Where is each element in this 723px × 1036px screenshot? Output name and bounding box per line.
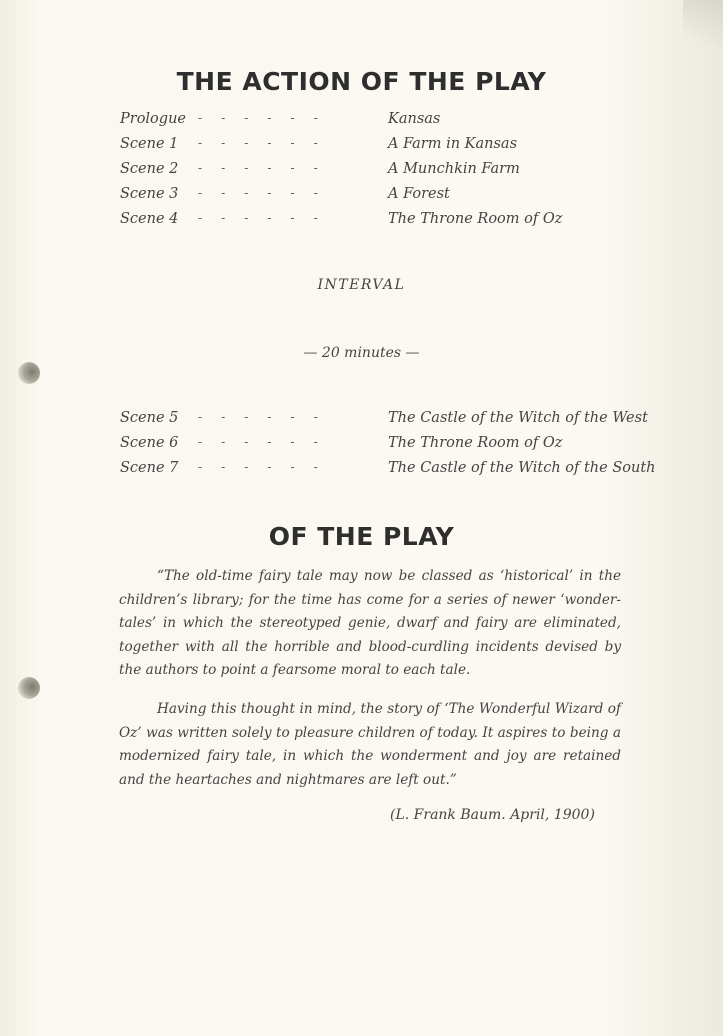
scene-row <box>120 111 640 133</box>
scene-label: Scene 3 <box>120 186 179 202</box>
quote-attribution: (L. Frank Baum. April, 1900) <box>390 807 595 823</box>
dash-leader: - - - - - - <box>198 111 318 125</box>
scene-row <box>120 435 640 457</box>
dash-leader: - - - - - - <box>198 161 318 175</box>
scene-row <box>120 161 640 183</box>
scene-place: A Forest <box>388 186 450 202</box>
scene-label: Scene 4 <box>120 211 179 227</box>
dash-leader: - - - - - - <box>198 211 318 225</box>
interval-label: INTERVAL <box>317 277 406 293</box>
scene-place: The Castle of the Witch of the South <box>388 460 656 476</box>
dash-leader: - - - - - - <box>198 460 318 474</box>
scene-label: Scene 1 <box>120 136 179 152</box>
scene-label: Scene 6 <box>120 435 179 451</box>
binder-hole-bottom <box>18 677 40 699</box>
scene-label: Scene 2 <box>120 161 179 177</box>
of-the-play-heading: OF THE PLAY <box>268 522 455 551</box>
scene-row <box>120 186 640 208</box>
scene-place: A Munchkin Farm <box>388 161 520 177</box>
scene-row <box>120 410 648 432</box>
page-corner-shadow <box>683 0 723 60</box>
dash-leader: - - - - - - <box>198 136 318 150</box>
scene-label: Scene 7 <box>120 460 179 476</box>
interval-duration: — 20 minutes — <box>303 345 420 361</box>
scene-label: Scene 5 <box>120 410 179 426</box>
binder-hole-top <box>18 362 40 384</box>
dash-leader: - - - - - - <box>198 186 318 200</box>
scene-place: Kansas <box>388 111 441 127</box>
scene-place: A Farm in Kansas <box>388 136 518 152</box>
scene-row <box>120 211 640 233</box>
scene-row <box>120 136 640 158</box>
dash-leader: - - - - - - <box>198 410 318 424</box>
quote-paragraph-2: Having this thought in mind, the story of ‘The Wonderful Wizard of Oz’ was written solely to pleasure children of today. It aspires to being a modernized fairy tale, in which the wonderment and joy are retained and the heartaches and nightmares are left out.” <box>119 701 621 788</box>
dash-leader: - - - - - - <box>198 435 318 449</box>
scene-place: The Castle of the Witch of the West <box>388 410 648 426</box>
scene-place: The Throne Room of Oz <box>388 211 563 227</box>
quote-paragraph-1: “The old-time fairy tale may now be classed as ‘historical’ in the children’s library; for the time has come for a series of newer ‘wonder-tales’ in which the stereotyped genie, dwarf and fairy are eliminated, together with all the horrible and blood-curdling incidents devised by the authors to point a fearsome moral to each tale. <box>119 568 621 678</box>
action-of-the-play-heading: THE ACTION OF THE PLAY <box>176 67 547 96</box>
scene-place: The Throne Room of Oz <box>388 435 563 451</box>
scene-row <box>120 460 656 482</box>
scene-label: Prologue <box>120 111 186 127</box>
